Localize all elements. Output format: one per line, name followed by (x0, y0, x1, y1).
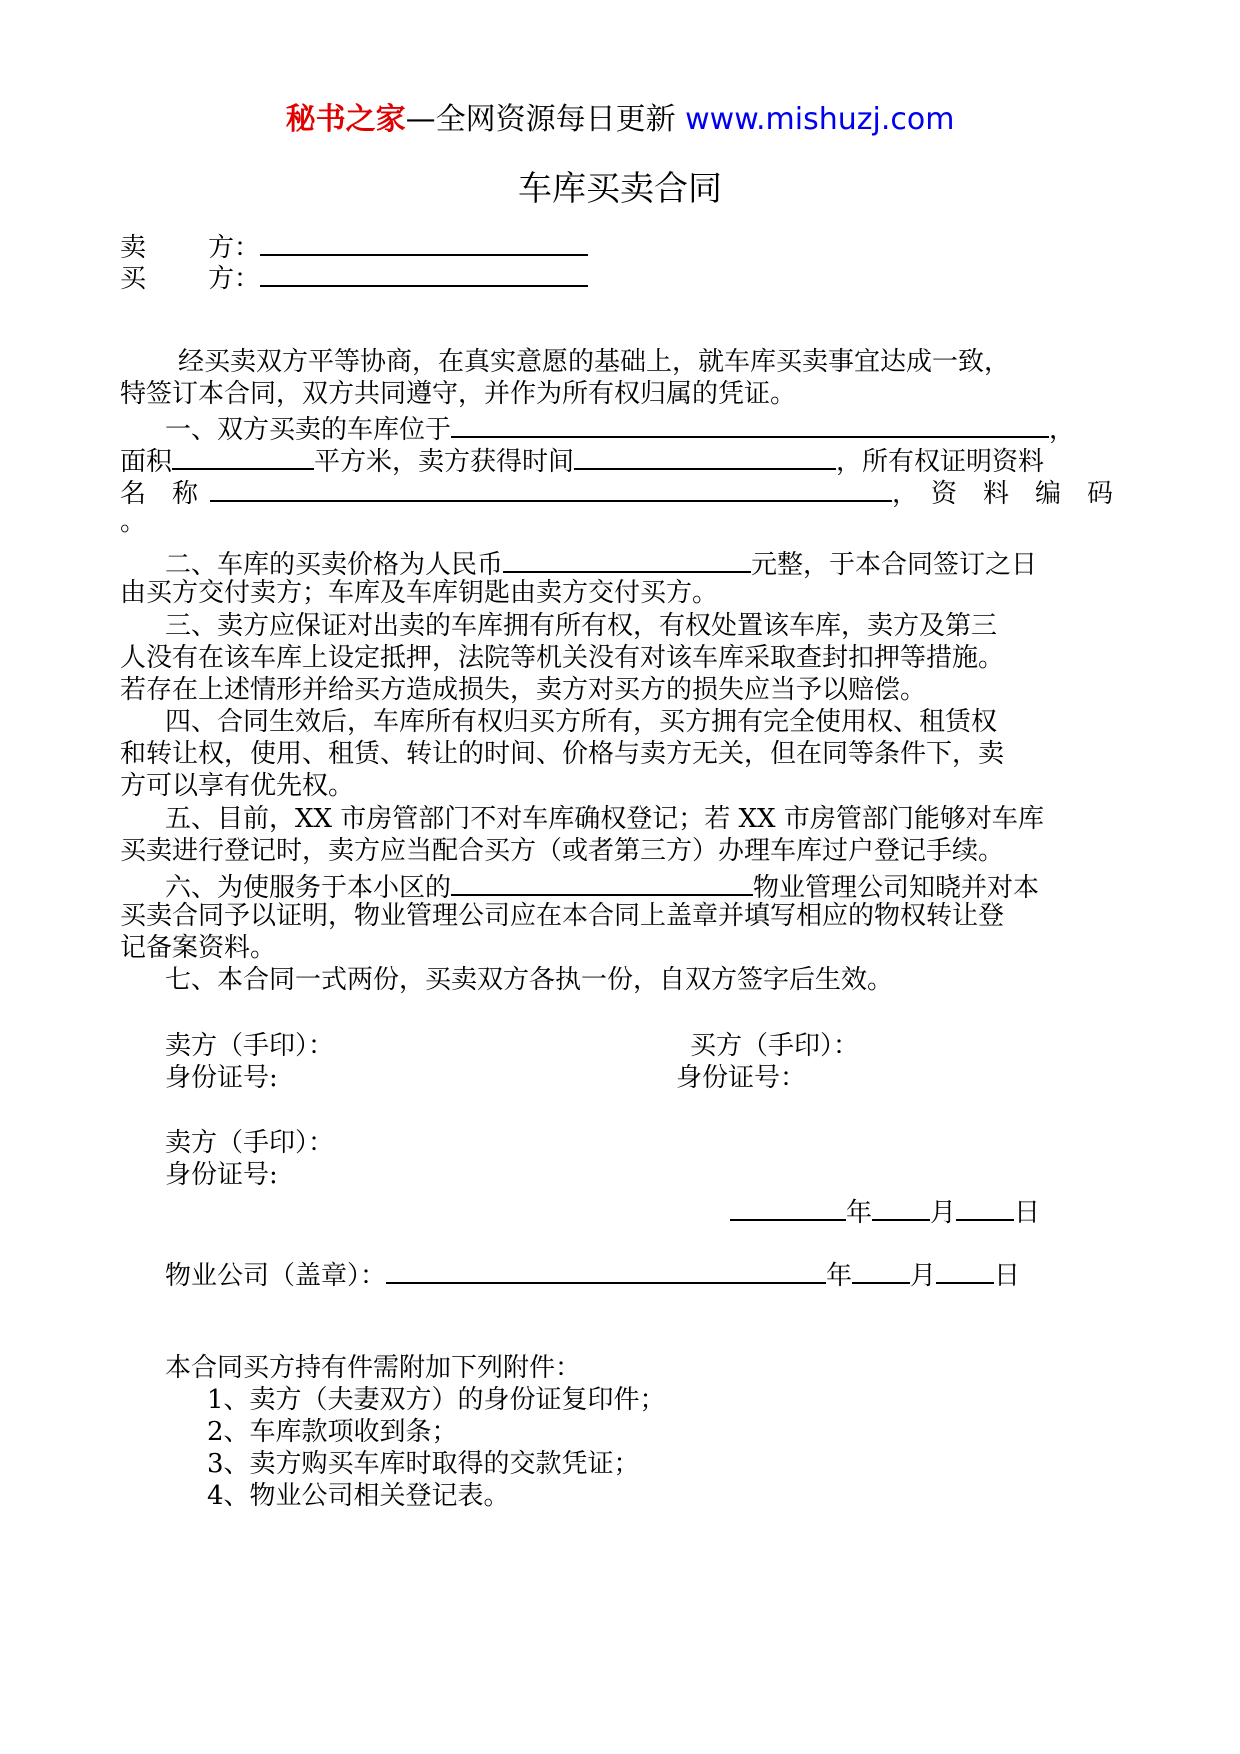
buyer-id-label: 身份证号： (676, 1063, 807, 1093)
clause-5-line-1: 五、目前，XX 市房管部门不对车库确权登记；若 XX 市房管部门能够对车库 (165, 804, 1044, 834)
clause-4-line-2: 和转让权，使用、租赁、转让的时间、价格与卖方无关，但在同等条件下，卖 (120, 739, 1005, 769)
attachment-item-3: 3、卖方购买车库时取得的交款凭证； (207, 1449, 640, 1479)
clause-2-line-1: 二、车库的买卖价格为人民币 元整，于本合同签订之日 (165, 545, 1037, 577)
clause-6-line-3: 记备案资料。 (120, 933, 277, 963)
seller2-id-label: 身份证号: (165, 1160, 278, 1190)
clause-1-line-4: 。 (120, 507, 147, 537)
seller-name-blank[interactable] (260, 228, 588, 256)
seller-party-label: 卖 方： (120, 233, 261, 263)
attachments-heading: 本合同买方持有件需附加下列附件： (165, 1353, 582, 1383)
buyer-signature-label: 买方（手印）： (690, 1031, 860, 1061)
intro-line-1: 经买卖双方平等协商，在真实意愿的基础上，就车库买卖事宜达成一致， (178, 347, 1011, 377)
site-url-link[interactable]: www.mishuzj.com (685, 102, 955, 137)
site-header (0, 98, 1240, 142)
clause-5-line-2: 买卖进行登记时，卖方应当配合买方（或者第三方）办理车库过户登记手续。 (120, 836, 1005, 866)
attachment-item-4: 4、物业公司相关登记表。 (207, 1481, 510, 1511)
seller-party-line (120, 228, 588, 263)
ownership-doc-name-blank[interactable] (210, 474, 892, 502)
buyer-name-blank[interactable] (260, 259, 588, 287)
seal-day-blank[interactable] (936, 1256, 994, 1284)
buyer-party-label: 买 方： (120, 264, 261, 294)
area-blank[interactable] (172, 442, 314, 470)
seller2-signature-label: 卖方（手印）： (165, 1128, 335, 1158)
seal-month-blank[interactable] (852, 1256, 910, 1284)
clause-6-line-1: 六、为使服务于本小区的 物业管理公司知晓并对本 (165, 868, 1039, 900)
price-blank[interactable] (503, 545, 751, 573)
clause-1-line-3: 名 称 ， 资 料 编 码 (120, 474, 1113, 506)
property-company-seal-blank[interactable] (386, 1256, 826, 1284)
clause-3-line-1: 三、卖方应保证对出卖的车库拥有所有权，有权处置该车库，卖方及第三 (165, 611, 998, 641)
sign-date-line: 年 月 日 (730, 1193, 1040, 1225)
attachment-item-2: 2、车库款项收到条； (207, 1417, 458, 1447)
sign-month-blank[interactable] (872, 1193, 930, 1221)
brand-name: 秘书之家 (285, 102, 406, 137)
clause-3-line-2: 人没有在该车库上设定抵押，法院等机关没有对该车库采取查封扣押等措施。 (120, 643, 1005, 673)
seller-signature-label: 卖方（手印）： (165, 1031, 335, 1061)
clause-7: 七、本合同一式两份，买卖双方各执一份，自双方签字后生效。 (165, 965, 894, 995)
intro-line-2: 特签订本合同，双方共同遵守，并作为所有权归属的凭证。 (120, 379, 797, 409)
document-title: 车库买卖合同 (518, 169, 722, 209)
property-company-blank[interactable] (451, 868, 753, 896)
clause-4-line-3: 方可以享有优先权。 (120, 771, 355, 801)
sign-day-blank[interactable] (956, 1193, 1014, 1221)
attachment-item-1: 1、卖方（夫妻双方）的身份证复印件； (207, 1385, 666, 1415)
seller-id-label: 身份证号: (165, 1063, 278, 1093)
acquire-time-blank[interactable] (574, 442, 836, 470)
clause-4-line-1: 四、合同生效后，车库所有权归买方所有，买方拥有完全使用权、租赁权 (165, 707, 998, 737)
clause-3-line-3: 若存在上述情形并给买方造成损失，卖方对买方的损失应当予以赔偿。 (120, 675, 927, 705)
clause-1-line-1: 一、双方买卖的车库位于 ， (165, 410, 1075, 442)
sign-year-blank[interactable] (730, 1193, 846, 1221)
clause-2-line-2: 由买方交付卖方；车库及车库钥匙由卖方交付买方。 (120, 578, 719, 608)
property-company-seal-line: 物业公司（盖章）： 年 月 日 (165, 1256, 1020, 1288)
clause-6-line-2: 买卖合同予以证明，物业管理公司应在本合同上盖章并填写相应的物权转让登 (120, 901, 1005, 931)
buyer-party-line (120, 259, 588, 294)
header-slogan: —全网资源每日更新 (405, 102, 676, 137)
garage-location-blank[interactable] (451, 410, 1049, 438)
clause-1-line-2: 面积 平方米，卖方获得时间 ，所有权证明资料 (120, 442, 1044, 474)
